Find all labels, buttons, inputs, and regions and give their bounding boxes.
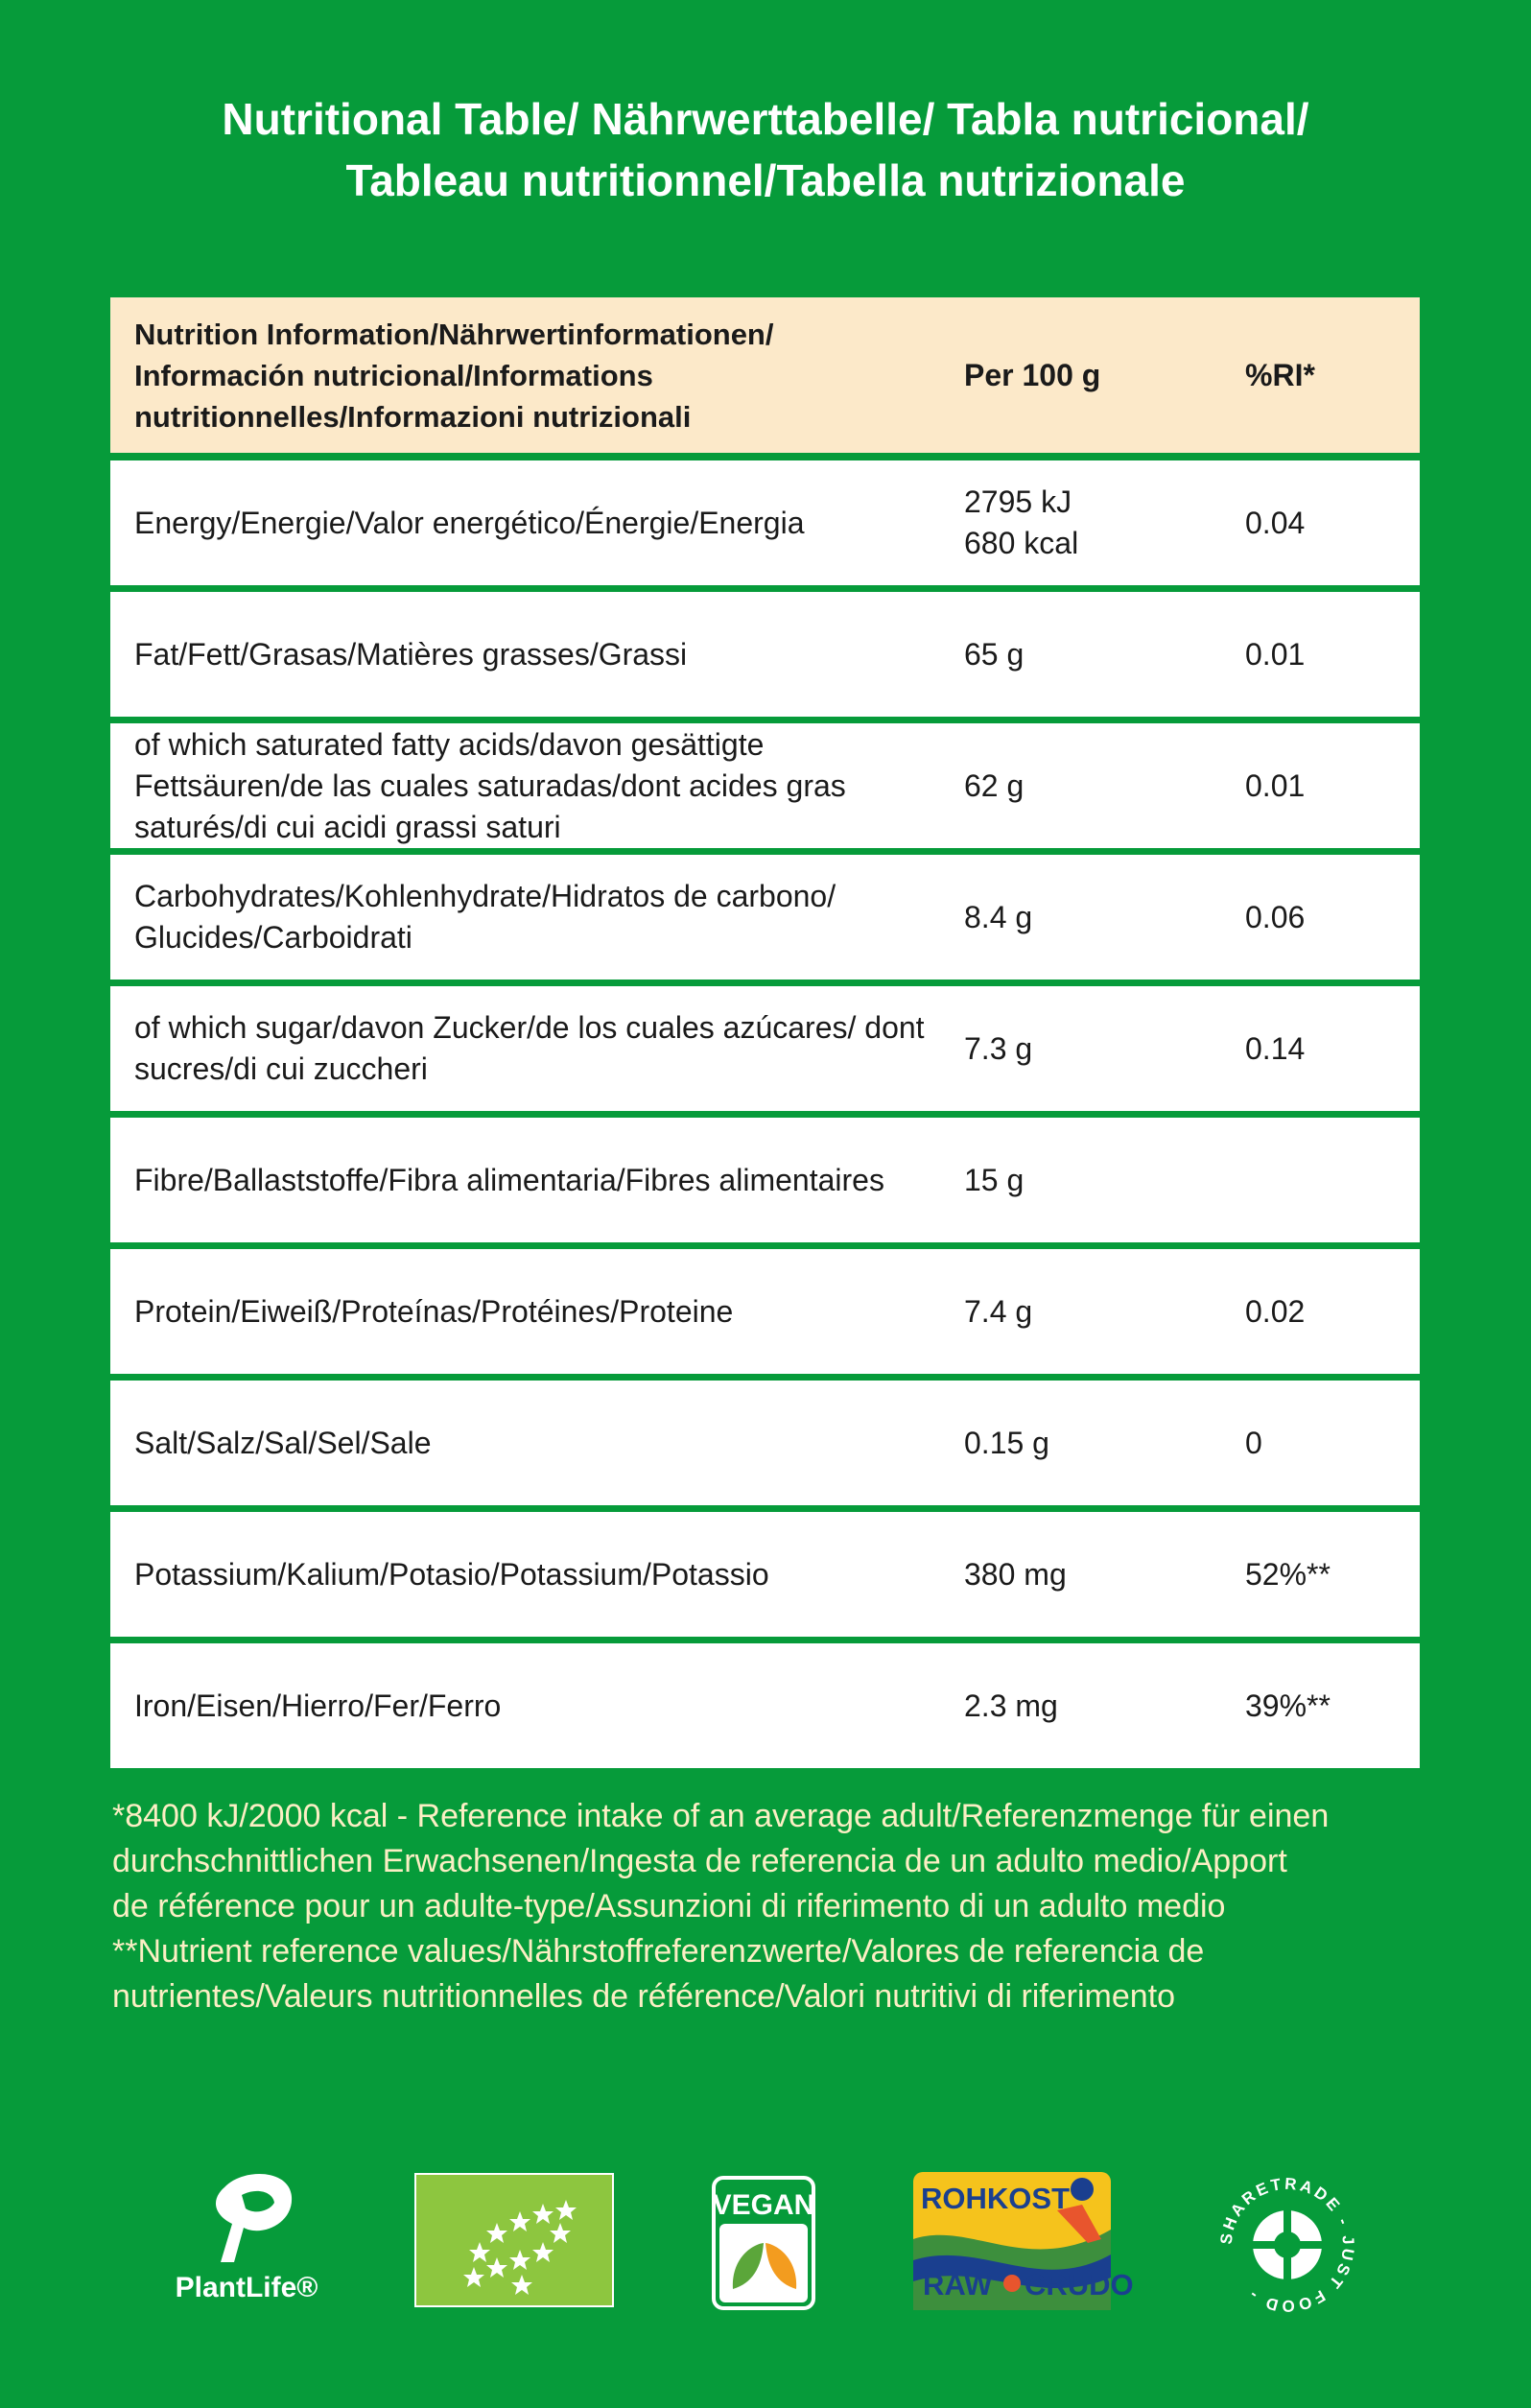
header-ri: %RI* bbox=[1245, 357, 1315, 392]
logo-bar bbox=[0, 2168, 1531, 2322]
table-row bbox=[110, 592, 1420, 717]
sharetrade-badge-icon bbox=[1211, 2168, 1364, 2322]
raw-label: RAW bbox=[923, 2268, 993, 2302]
eu-organic-leaf-icon bbox=[416, 2175, 612, 2305]
plantlife-logo bbox=[165, 2168, 328, 2312]
nutrient-value: 2.3 mg bbox=[964, 1688, 1058, 1723]
nutrient-name: Protein/Eiweiß/Proteínas/Protéines/Proteine bbox=[134, 1293, 734, 1329]
nutrient-name: Iron/Eisen/Hierro/Fer/Ferro bbox=[134, 1688, 502, 1723]
table-row bbox=[110, 1118, 1420, 1242]
nutrient-name: Carbohydrates/Kohlenhydrate/Hidratos de carbono/ Glucides/Carboidrati bbox=[134, 879, 836, 955]
nutrient-value: 65 g bbox=[964, 636, 1025, 672]
header-nutrition-information: Nutrition Information/Nährwertinformationen/ Información nutricional/Informations nutritionnelles/Informazioni nutrizionali bbox=[134, 317, 774, 434]
nutrient-ri: 0.06 bbox=[1245, 899, 1306, 934]
nutrient-name: Fat/Fett/Grasas/Matières grasses/Grassi bbox=[134, 636, 688, 672]
energy-kcal: 680 kcal bbox=[964, 526, 1079, 560]
footnote-line: de référence pour un adulte-type/Assunzioni di riferimento di un adulto medio bbox=[112, 1888, 1226, 1924]
energy-kj: 2795 kJ bbox=[964, 484, 1072, 519]
table-row bbox=[110, 723, 1420, 848]
sharetrade-logo bbox=[1211, 2168, 1364, 2322]
nutrient-value: 62 g bbox=[964, 767, 1025, 803]
table-row bbox=[110, 1643, 1420, 1768]
table-row bbox=[110, 460, 1420, 585]
table-row bbox=[110, 1249, 1420, 1374]
nutrient-ri: 0.04 bbox=[1245, 505, 1306, 540]
nutrient-value: 0.15 g bbox=[964, 1425, 1049, 1460]
nutrient-ri: 0.01 bbox=[1245, 767, 1306, 803]
nutrient-ri: 52%** bbox=[1245, 1556, 1331, 1592]
sharetrade-label: SHARETRADE - JUST FOOD - bbox=[1216, 2174, 1358, 2316]
nutrient-ri: 0.02 bbox=[1245, 1293, 1306, 1329]
nutrient-name: Energy/Energie/Valor energético/Énergie/Energia bbox=[134, 505, 805, 540]
vegan-leaf-icon bbox=[712, 2176, 815, 2310]
title-line-2: Tableau nutritionnel/Tabella nutrizionale bbox=[345, 155, 1186, 205]
footnote-line: nutrientes/Valeurs nutritionnelles de référence/Valori nutritivi di riferimento bbox=[112, 1978, 1176, 2015]
nutrient-value: 7.3 g bbox=[964, 1030, 1033, 1066]
nutrient-name: of which saturated fatty acids/davon gesättigte Fettsäuren/de las cuales saturadas/dont acides gras saturés/di cui acidi grassi saturi bbox=[134, 726, 846, 844]
rohkost-label: ROHKOST bbox=[921, 2182, 1070, 2215]
plantlife-leaf-icon bbox=[165, 2168, 328, 2274]
nutrition-table bbox=[110, 297, 1420, 1775]
eu-organic-logo bbox=[414, 2173, 614, 2307]
nutrient-name: Potassium/Kalium/Potasio/Potassium/Potassio bbox=[134, 1556, 769, 1592]
header-per-100g: Per 100 g bbox=[964, 357, 1101, 392]
nutrient-name: of which sugar/davon Zucker/de los cuales azúcares/ dont sucres/di cui zuccheri bbox=[134, 1010, 925, 1086]
table-row bbox=[110, 1512, 1420, 1637]
footnote-line: *8400 kJ/2000 kcal - Reference intake of an average adult/Referenzmenge für einen bbox=[112, 1798, 1330, 1834]
crudo-label: CRUDO bbox=[1025, 2268, 1134, 2302]
nutrient-name: Salt/Salz/Sal/Sel/Sale bbox=[134, 1425, 432, 1460]
table-header-row bbox=[110, 297, 1420, 453]
footnote-line: **Nutrient reference values/Nährstoffreferenzwerte/Valores de referencia de bbox=[112, 1933, 1205, 1970]
nutrient-value bbox=[964, 482, 1245, 564]
nutrient-value: 8.4 g bbox=[964, 899, 1033, 934]
page-title bbox=[0, 88, 1531, 211]
nutrient-ri: 0.01 bbox=[1245, 636, 1306, 672]
rohkost-logo bbox=[913, 2172, 1134, 2310]
nutrient-ri: 0.14 bbox=[1245, 1030, 1306, 1066]
footnote-line: durchschnittlichen Erwachsenen/Ingesta de referencia de un adulto medio/Apport bbox=[112, 1843, 1287, 1879]
vegan-logo bbox=[712, 2176, 815, 2310]
vegan-label: VEGAN bbox=[712, 2189, 815, 2221]
plantlife-wordmark: PlantLife® bbox=[175, 2272, 318, 2303]
nutrient-value: 380 mg bbox=[964, 1556, 1067, 1592]
nutrient-ri: 0 bbox=[1245, 1425, 1262, 1460]
title-line-1: Nutritional Table/ Nährwerttabelle/ Tabla nutricional/ bbox=[222, 94, 1309, 144]
table-row bbox=[110, 1381, 1420, 1505]
footnote bbox=[112, 1794, 1436, 2019]
table-row bbox=[110, 986, 1420, 1111]
nutrient-name: Fibre/Ballaststoffe/Fibra alimentaria/Fibres alimentaires bbox=[134, 1162, 884, 1197]
table-row bbox=[110, 855, 1420, 980]
nutrient-ri: 39%** bbox=[1245, 1688, 1331, 1723]
nutrient-value: 7.4 g bbox=[964, 1293, 1033, 1329]
nutrient-value: 15 g bbox=[964, 1162, 1025, 1197]
